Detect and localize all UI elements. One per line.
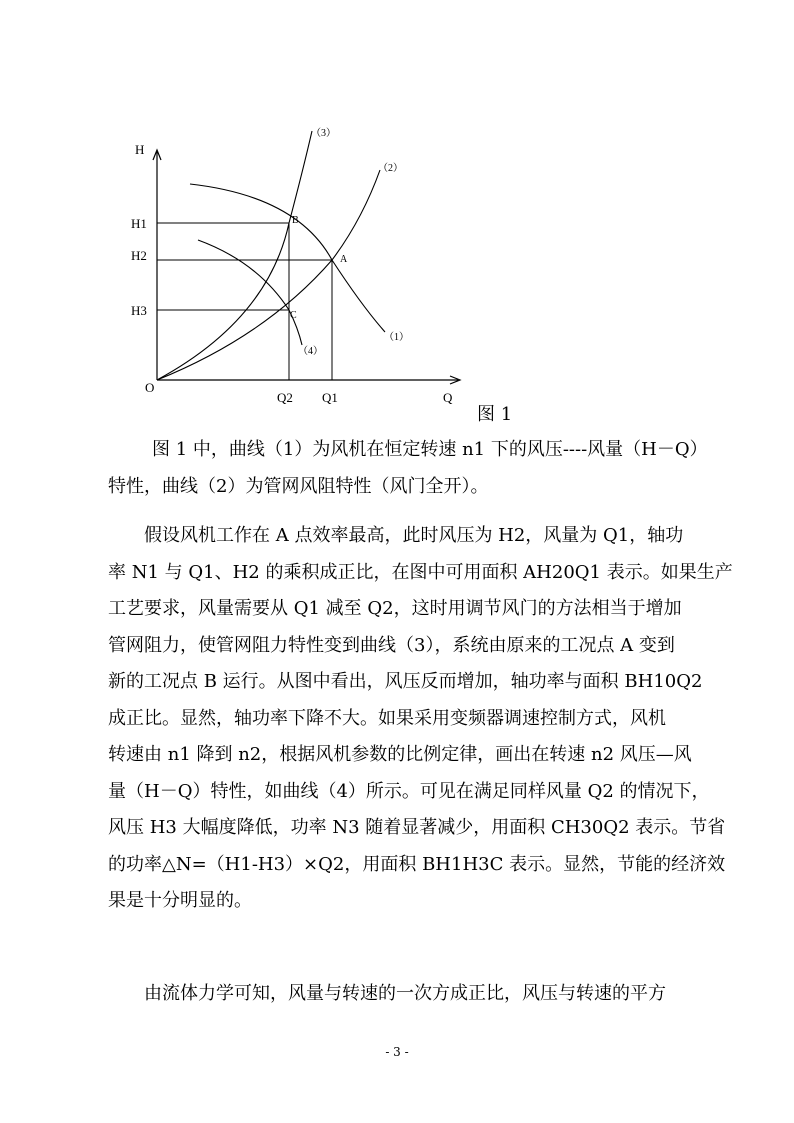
paragraph-line: 新的工况点 B 运行。从图中看出，风压反而增加，轴功率与面积 BH10Q2 [108, 671, 703, 692]
paragraph-3 [108, 976, 690, 1013]
point-c-label: C [290, 310, 297, 321]
origin-label: O [145, 380, 155, 395]
paragraph-line: 工艺要求，风量需要从 Q1 减至 Q2，这时用调节风门的方法相当于增加 [108, 598, 682, 619]
paragraph-line: 率 N1 与 Q1、H2 的乘积成正比，在图中可用面积 AH20Q1 表示。如果生产 [108, 561, 733, 583]
paragraph-line: 果是十分明显的。 [108, 890, 252, 911]
paragraph-line: 由流体力学可知，风量与转速的一次方成正比，风压与转速的平方 [144, 983, 666, 1004]
tick-q2: Q2 [277, 390, 293, 405]
fan-characteristic-figure [0, 0, 794, 430]
paragraph-line: 图 1 中，曲线（1）为风机在恒定转速 n1 下的风压----风量（H－Q） [152, 439, 708, 460]
paragraph-1 [108, 432, 708, 505]
figure-caption: 图 1 [477, 404, 513, 425]
paragraph-line: 风压 H3 大幅度降低，功率 N3 随着显著减少，用面积 CH30Q2 表示。节省 [108, 817, 726, 838]
curve-3-label: （3） [311, 128, 336, 139]
tick-h2: H2 [131, 248, 147, 263]
tick-h3: H3 [131, 303, 147, 318]
paragraph-line: 的功率△N=（H1-H3）×Q2，用面积 BH1H3C 表示。显然，节能的经济效 [108, 853, 726, 875]
h-axis-label: H [135, 142, 145, 157]
curve-4-fan-n2 [198, 240, 302, 345]
page-number: - 3 - [385, 1045, 409, 1059]
curve-2-pipe-open [157, 170, 380, 380]
curve-1-label: （1） [384, 332, 409, 343]
paragraph-line: 成正比。显然，轴功率下降不大。如果采用变频器调速控制方式，风机 [108, 707, 666, 729]
paragraph-line: 管网阻力，使管网阻力特性变到曲线（3），系统由原来的工况点 A 变到 [108, 634, 675, 656]
q-axis-label: Q [443, 390, 453, 405]
paragraph-line: 特性，曲线（2）为管网风阻特性（风门全开）。 [108, 475, 489, 497]
paragraph-line: 假设风机工作在 A 点效率最高，此时风压为 H2，风量为 Q1，轴功 [144, 525, 684, 546]
tick-h1: H1 [131, 216, 147, 231]
paragraph-line: 量（H－Q）特性，如曲线（4）所示。可见在满足同样风量 Q2 的情况下， [108, 780, 710, 802]
paragraph-line: 转速由 n1 降到 n2，根据风机参数的比例定律，画出在转速 n2 风压—风 [108, 744, 692, 765]
point-a-label: A [340, 254, 348, 265]
curve-2-label: （2） [378, 163, 403, 174]
point-b-label: B [292, 215, 299, 226]
paragraph-2 [108, 518, 733, 920]
curve-4-label: （4） [298, 346, 323, 357]
tick-q1: Q1 [322, 390, 338, 405]
